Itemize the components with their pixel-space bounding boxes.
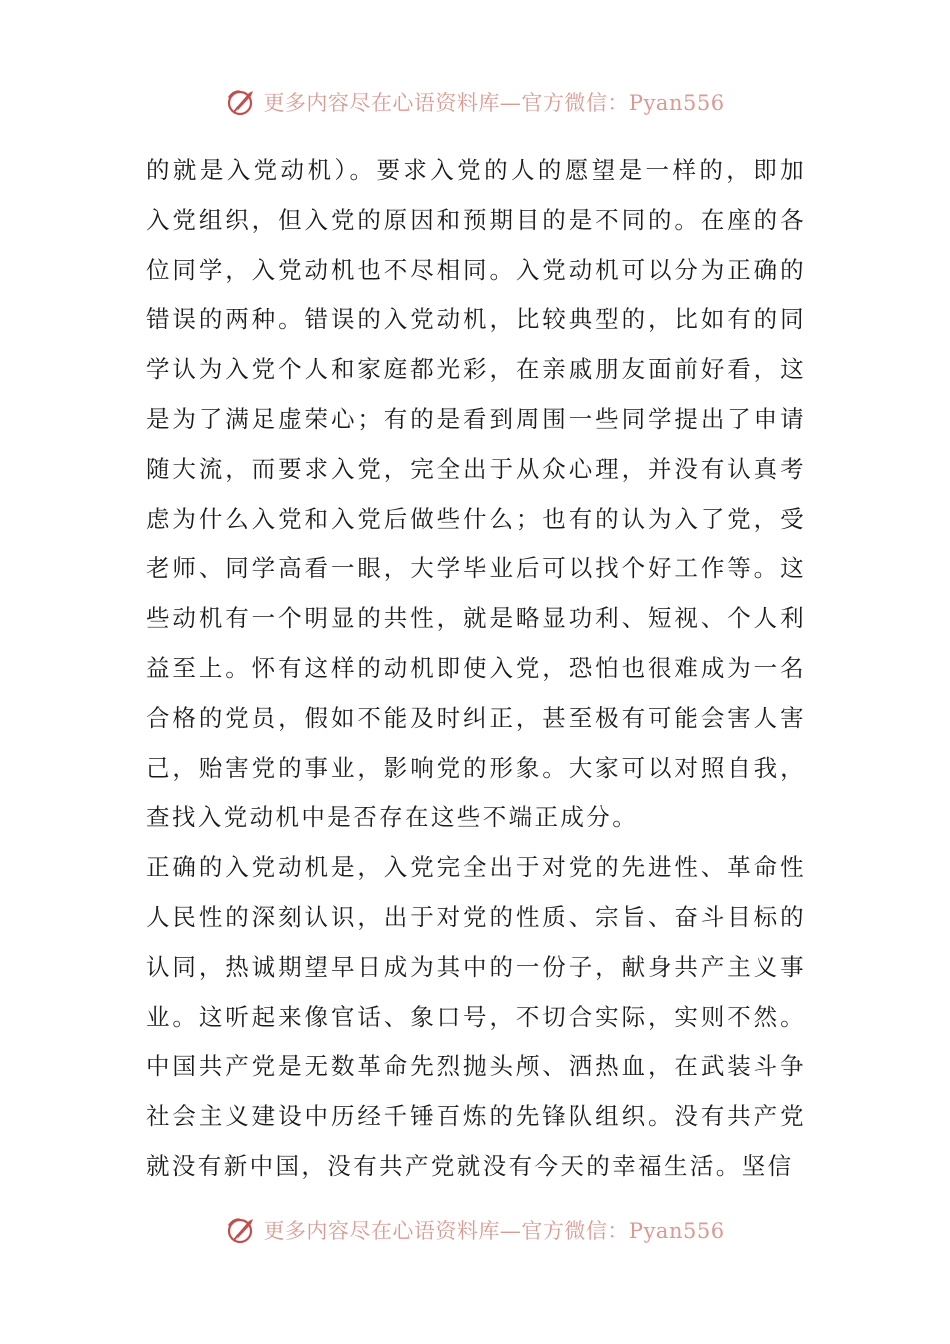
document-body bbox=[146, 146, 806, 1192]
pen-nib-circle-logo-icon bbox=[225, 1213, 259, 1247]
paragraph-2: 正确的入党动机是，入党完全出于对党的先进性、革命性人民性的深刻认识，出于对党的性质、宗旨、奋斗目标的认同，热诚期望早日成为其中的一份子，献身共产主义事业。这听起来像官话、象口号，不切合实际，实则不然。中国共产党是无数革命先烈抛头颅、洒热血，在武装斗争社会主义建设中历经千锤百炼的先锋队组织。没有共产党就没有新中国，没有共产党就没有今天的幸福生活。坚信 bbox=[146, 853, 806, 1180]
paragraph-1: 的就是入党动机）。要求入党的人的愿望是一样的，即加入党组织，但入党的原因和预期目的是不同的。在座的各位同学，入党动机也不尽相同。入党动机可以分为正确的错误的两种。错误的入党动机，比较典型的，比如有的同学认为入党个人和家庭都光彩，在亲戚朋友面前好看，这是为了满足虚荣心；有的是看到周围一些同学提出了申请随大流，而要求入党，完全出于从众心理，并没有认真考虑为什么入党和入党后做些什么；也有的认为入了党，受老师、同学高看一眼，大学毕业后可以找个好工作等。这些动机有一个明显的共性，就是略显功利、短视、个人利益至上。怀有这样的动机即使入党，恐怕也很难成为一名合格的党员，假如不能及时纠正，甚至极有可能会害人害己，贻害党的事业，影响党的形象。大家可以对照自我，查找入党动机中是否存在这些不端正成分。 bbox=[146, 156, 806, 832]
footer-banner bbox=[0, 1208, 950, 1252]
header-banner bbox=[0, 80, 950, 124]
footer-banner-text: 更多内容尽在心语资料库—官方微信：Pyan556 bbox=[263, 1219, 725, 1243]
pen-nib-circle-logo-icon bbox=[225, 85, 259, 119]
header-banner-text: 更多内容尽在心语资料库—官方微信：Pyan556 bbox=[263, 91, 725, 115]
